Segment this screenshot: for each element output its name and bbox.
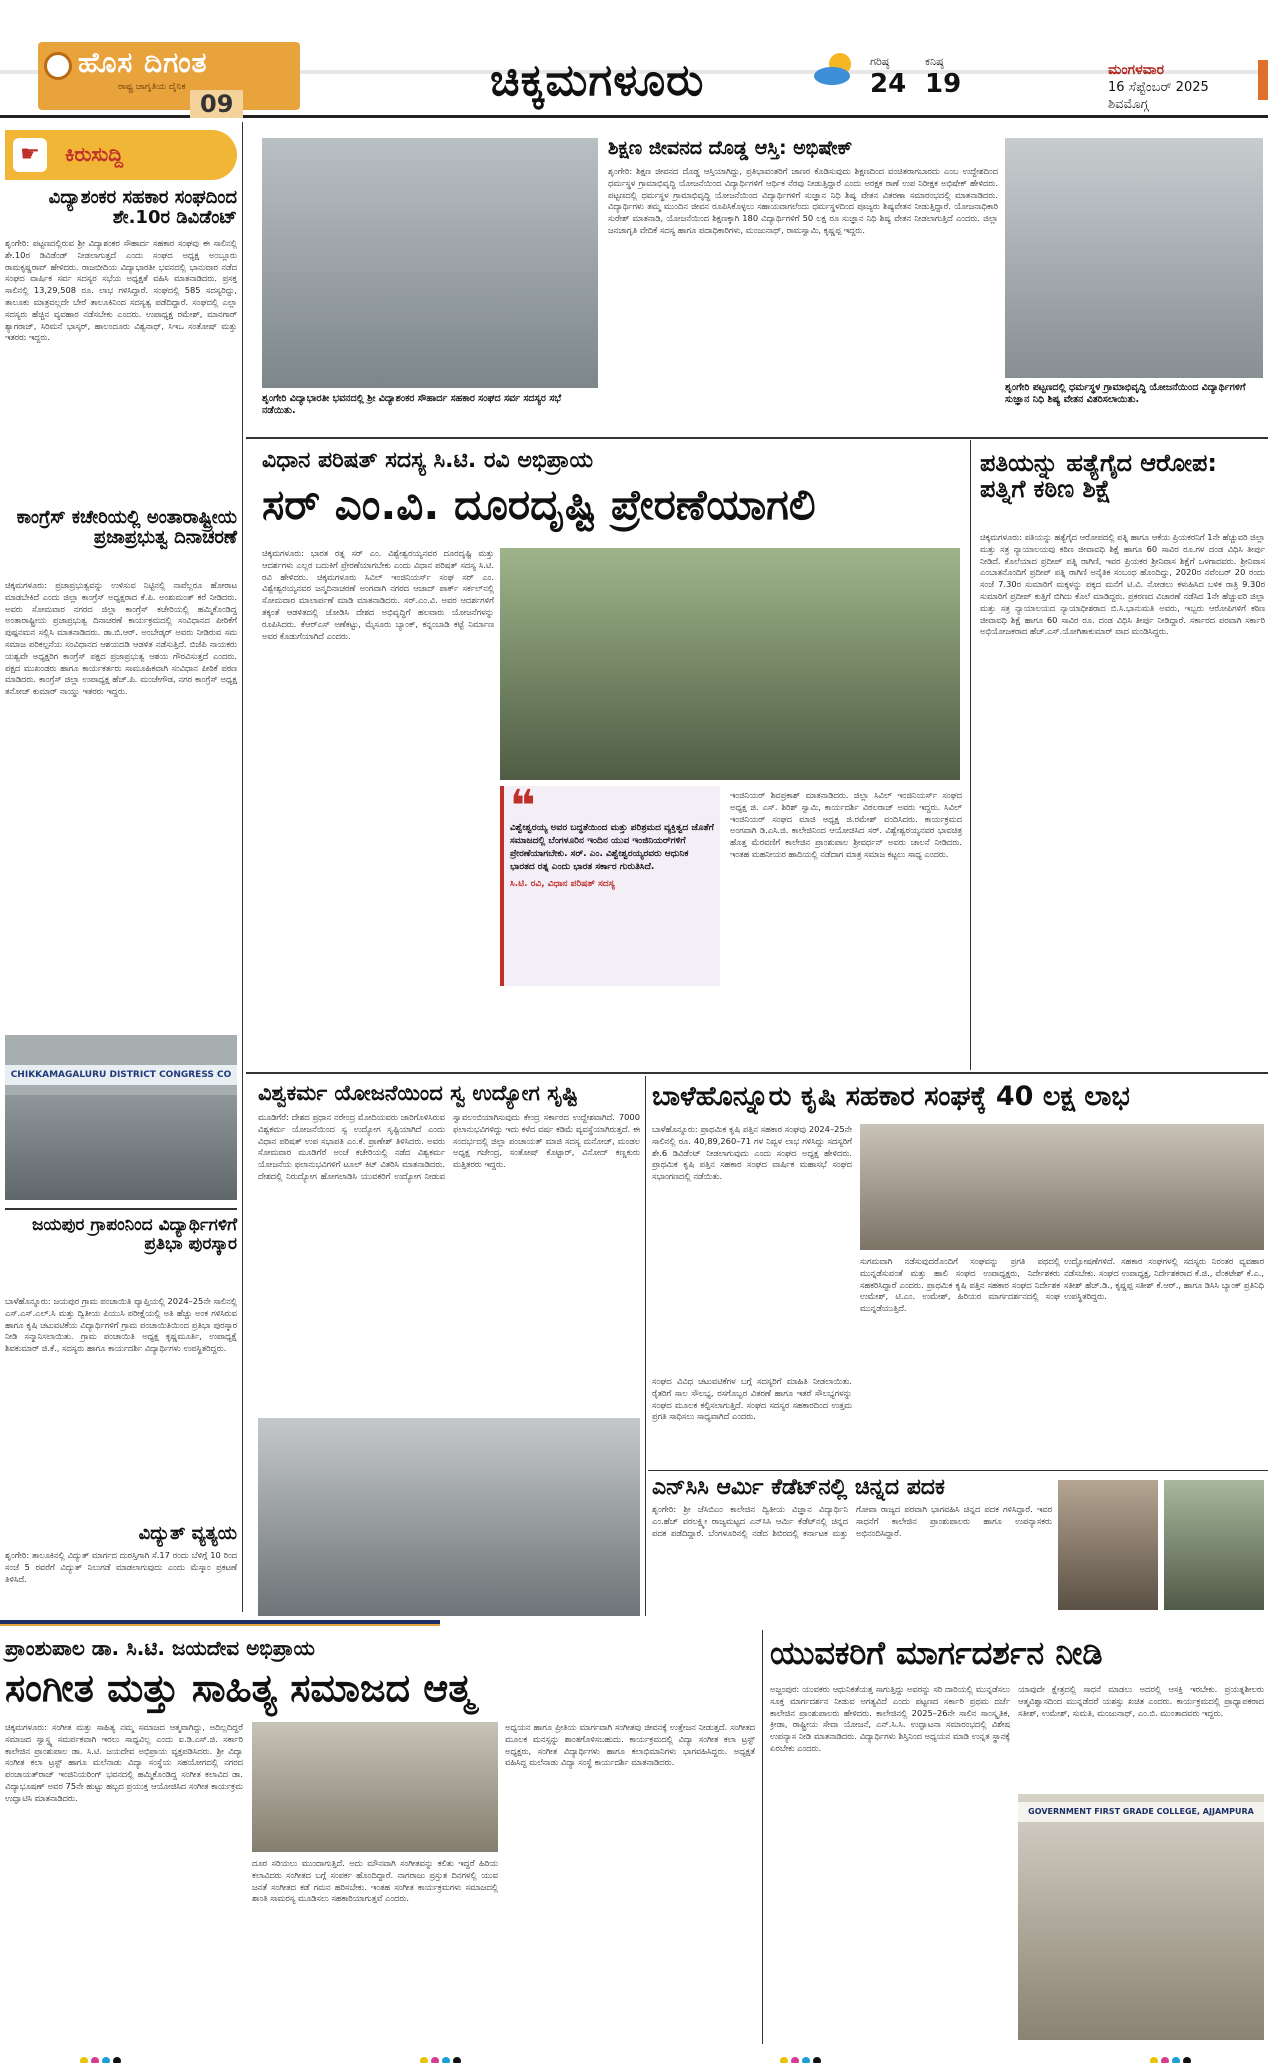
vidyut-body: ಶೃಂಗೇರಿ: ತಾಲೂಕಿನಲ್ಲಿ ವಿದ್ಯುತ್ ಮಾರ್ಗದ ದುರಸ್ತಿಗಾಗಿ ಸೆ.17 ರಂದು ಬೆಳಿಗ್ಗೆ 10 ರಿಂದ ಸಂಜೆ 5 ರವರೆಗೆ ವಿದ್ಯುತ್ ನಿಲುಗಡೆ ಮಾಡಲಾಗುವುದು ಎಂದು ಮೆಸ್ಕಾಂ ಪ್ರಕಟಣೆ ತಿಳಿಸಿದೆ. <box>5 1550 237 1584</box>
shikshana-headline: ಶಿಕ್ಷಣ ಜೀವನದ ದೊಡ್ಡ ಆಸ್ತಿ: ಅಭಿಷೇಕ್ <box>608 137 853 159</box>
college-event-photo <box>1018 1794 1264 2040</box>
max-temp-label: ಗರಿಷ್ಠ <box>870 55 890 68</box>
ncc-headline: ಎನ್‌ಸಿಸಿ ಆರ್ಮಿ ಕೆಡೆಟ್‌ನಲ್ಲಿ ಚಿನ್ನದ ಪದಕ <box>652 1475 945 1500</box>
ravi-quote-box <box>500 781 720 986</box>
divider-stripe-blue <box>0 1620 440 1624</box>
photo-caption-2: ಶೃಂಗೇರಿ ಪಟ್ಟಣದಲ್ಲಿ ಧರ್ಮಸ್ಥಳ ಗ್ರಾಮಾಭಿವೃದ್ಧಿ ಯೋಜನೆಯಿಂದ ವಿದ್ಯಾರ್ಥಿಗಳಿಗೆ ಸುಜ್ಞಾನ ನಿಧಿ ಶಿಷ್ಯ ವೇತನ ವಿತರಿಸಲಾಯಿತು. <box>1005 382 1246 405</box>
vishwakarma-headline: ವಿಶ್ವಕರ್ಮ ಯೋಜನೆಯಿಂದ ಸ್ವ ಉದ್ಯೋಗ ಸೃಷ್ಟಿ <box>258 1081 578 1105</box>
weather-cloud-sun-icon <box>810 48 860 88</box>
min-temp-label: ಕನಿಷ್ಠ <box>925 55 944 68</box>
quote-mark-icon: ❝ <box>510 781 536 832</box>
registration-dots <box>420 2050 464 2063</box>
shikshana-body: ಶೃಂಗೇರಿ: ಶಿಕ್ಷಣ ಜೀವನದ ದೊಡ್ಡ ಆಸ್ತಿಯಾಗಿದ್ದು, ಪ್ರತಿಭಾವಂತರಿಗೆ ಜಾಣರ ಕೊಡಿಸುವುದು ಶಿಕ್ಷಣದಿಂದ ವಂಚಿತರಾಗಬಾರದು ಎಂಬ ಉದ್ದೇಶದಿಂದ ಧರ್ಮಸ್ಥಳ ಗ್ರಾಮಾಭಿವೃದ್ಧಿ ಯೋಜನೆಯಿಂದ ವಿದ್ಯಾರ್ಥಿಗಳಿಗೆ ಆರ್ಥಿಕ ನೆರವು ನೀಡುತ್ತಿದ್ದಾರೆ ಎಂದು ಅರಕ್ಷಕ ಠಾಣೆ ಉಪ ನಿರೀಕ್ಷಕ ಅಭಿಷೇಕ್ ಹೇಳಿದರು. ಪಟ್ಟಣದಲ್ಲಿ ಧರ್ಮಸ್ಥಳ ಗ್ರಾಮಾಭಿವೃದ್ಧಿ ಯೋಜನೆಯಿಂದ ವಿದ್ಯಾರ್ಥಿಗಳಿಗೆ ಸುಜ್ಞಾನ ನಿಧಿ ಶಿಷ್ಯ ವೇತನ ವಿತರಣಾ ಸಮಾರಂಭದಲ್ಲಿ ಮಾತನಾಡಿದರು. ವಿದ್ಯಾರ್ಥಿಗಳು ತಮ್ಮ ಮುಂದಿನ ಜೀವನ ರೂಪಿಸಿಕೊಳ್ಳಲು ಸಹಾಯವಾಗಲೆಂದು ಧರ್ಮಸ್ಥಳದಿಂದ ಪೂಜ್ಯರು ಶಿಷ್ಯವೇತನ ನೀಡುತ್ತಿದ್ದಾರೆ. ಯೋಜನಾಧಿಕಾರಿ ಸುರೇಶ್ ಮಾತನಾಡಿ, ಯೋಜನೆಯಿಂದ ಶಿಕ್ಷಣಕ್ಕಾಗಿ 180 ವಿದ್ಯಾರ್ಥಿಗಳಿಗೆ 50 ಲಕ್ಷ ರೂ ಸುಜ್ಞಾನ ನಿಧಿ ಶಿಷ್ಯ ವೇತನ ನೀಡಲಾಗುತ್ತಿದೆ ಎಂದರು. ಜಿಲ್ಲಾ ಜನಜಾಗೃತಿ ವೇದಿಕೆ ಸದಸ್ಯ ಹಾಗೂ ಪದಾಧಿಕಾರಿಗಳು, ಮಂಜುನಾಥ್, ರಾಮಸ್ವಾಮಿ, ಕೃಷ್ಣಪ್ಪ ಇದ್ದರು. <box>608 166 998 235</box>
column-divider <box>242 122 243 1612</box>
max-temp: 24 <box>870 69 907 99</box>
sangeeta-headline: ಸಂಗೀತ ಮತ್ತು ಸಾಹಿತ್ಯ ಸಮಾಜದ ಆತ್ಮ <box>5 1666 474 1710</box>
column-divider <box>645 1076 646 1616</box>
jayapura-headline: ಜಯಪುರ ಗ್ರಾಪಂನಿಂದ ವಿದ್ಯಾರ್ಥಿಗಳಿಗೆ ಪ್ರತಿಭಾ ಪುರಸ್ಕಾರ <box>31 1215 237 1254</box>
yuvakarige-body-2: ಯಾವುದೇ ಕ್ಷೇತ್ರದಲ್ಲಿ ಸಾಧನೆ ಮಾಡಲು ಅದರಲ್ಲಿ ಆಸಕ್ತಿ ಇರಬೇಕು. ಪ್ರಯತ್ನಶೀಲರು ಆತ್ಮವಿಶ್ವಾಸದಿಂದ ಮುನ್ನಡೆದರೆ ಯಶಸ್ಸು ಖಚಿತ ಎಂದರು. ಕಾರ್ಯಕ್ರಮದಲ್ಲಿ ಪ್ರಾಧ್ಯಾಪಕರಾದ ಸತೀಶ್, ಉಮೇಶ್, ಸುಮತಿ, ಮಂಜುನಾಥ್, ಎಂ.ಬಿ. ಮುಂತಾದವರು ಇದ್ದರು. <box>1018 1684 1264 1718</box>
kirusuddi-label-box <box>5 130 237 180</box>
temperature-block-min <box>925 55 961 99</box>
vidyut-headline: ವಿದ್ಯುತ್ ವ್ಯತ್ಯಯ <box>138 1523 237 1544</box>
pati-body: ಚಿಕ್ಕಮಗಳೂರು: ಪತಿಯನ್ನು ಹತ್ಯೆಗೈದ ಆರೋಪದಲ್ಲಿ ಪತ್ನಿ ಹಾಗೂ ಆಕೆಯ ಪ್ರಿಯಕರನಿಗೆ 1ನೇ ಹೆಚ್ಚುವರಿ ಜಿಲ್ಲಾ ಮತ್ತು ಸತ್ರ ನ್ಯಾಯಾಲಯವು ಕಠಿಣ ಜೀವಾವಧಿ ಶಿಕ್ಷೆ ಹಾಗೂ 60 ಸಾವಿರ ರೂ.ಗಳ ದಂಡ ವಿಧಿಸಿ ತೀರ್ಪು ನೀಡಿದೆ. ಕೊಲೆಯಾದ ಪ್ರದೀಪ್ ಪತ್ನಿ ರಾಗಿಣಿ, ಇವರ ಪ್ರಿಯಕರ ಶ್ರೀನಿವಾಸ ಶಿಕ್ಷೆಗೆ ಒಳಗಾದವರು. ಶ್ರೀನಿವಾಸ ಎಂಬಾತನೊಂದಿಗೆ ಪ್ರದೀಪ್ ಪತ್ನಿ ರಾಗಿಣಿ ಅನೈತಿಕ ಸಂಬಂಧ ಹೊಂದಿದ್ದು, 2020ರ ನವೆಂಬರ್ 20 ರಂದು ಸಂಜೆ 7.30ರ ಸುಮಾರಿಗೆ ಮಕ್ಕಳನ್ನು ಪಕ್ಕದ ಮನೆಗೆ ಟಿ.ವಿ. ನೋಡಲು ಕಳುಹಿಸಿದ ಬಳಿಕ ರಾತ್ರಿ 9.30ರ ಸುಮಾರಿಗೆ ಪ್ರದೀಪ್ ಕುತ್ತಿಗೆ ಬಿಗಿದು ಕೊಲೆ ಮಾಡಿದ್ದರು. ಪ್ರಕರಣದ ವಿಚಾರಣೆ ನಡೆಸಿದ 1ನೇ ಹೆಚ್ಚುವರಿ ಜಿಲ್ಲಾ ಮತ್ತು ಸತ್ರ ನ್ಯಾಯಾಲಯದ ನ್ಯಾಯಾಧೀಶರಾದ ಬಿ.ಸಿ.ಭಾನುಮತಿ ಅವರು, ಇಬ್ಬರು ಆರೋಪಿಗಳಿಗೆ ಕಠಿಣ ಜೀವಾವಧಿ ಶಿಕ್ಷೆ ಹಾಗೂ 60 ಸಾವಿರ ರೂ. ದಂಡ ವಿಧಿಸಿ ತೀರ್ಪು ನೀಡಿದ್ದಾರೆ. ಸರ್ಕಾರದ ಪರವಾಗಿ ಸರ್ಕಾರಿ ಅಭಿಯೋಜಕರಾದ ಹೆಚ್.ಎಸ್.ಯೋಗಿತಾಕುಮಾರ್ ವಾದ ಮಂಡಿಸಿದ್ದರು. <box>980 532 1265 637</box>
weekday: ಮಂಗಳವಾರ <box>1108 62 1165 78</box>
ravi-headline: ಸರ್ ಎಂ.ವಿ. ದೂರದೃಷ್ಟಿ ಪ್ರೇರಣೆಯಾಗಲಿ <box>262 480 816 529</box>
ravi-quote: ವಿಶ್ವೇಶ್ವರಯ್ಯ ಅವರ ಬದ್ಧತೆಯಿಂದ ಮತ್ತು ಪರಿಶ್ರಮದ ವ್ಯಕ್ತಿತ್ವದ ಜೊತೆಗೆ ಸಮಾಜದಲ್ಲಿ ಬೆಂಗಳೂರಿನ ಇಂದಿನ ಯುವ ಇಂಜಿನಿಯರ್‌ಗಳಿಗೆ ಪ್ರೇರಣೆಯಾಗಬೇಕು. ಸರ್. ಎಂ. ವಿಶ್ವೇಶ್ವರಯ್ಯರವರು ಆಧುನಿಕ ಭಾರತದ ರತ್ನ ಎಂದು ಭಾರತ ಸರ್ಕಾರ ಗುರುತಿಸಿದೆ. <box>510 823 714 872</box>
page-number: 09 <box>190 90 243 118</box>
balehonnur-headline: ಬಾಳೆಹೊನ್ನೂರು ಕೃಷಿ ಸಹಕಾರ ಸಂಘಕ್ಕೆ 40 ಲಕ್ಷ ಲಾಭ <box>652 1081 1130 1112</box>
yuvakarige-headline: ಯುವಕರಿಗೆ ಮಾರ್ಗದರ್ಶನ ನೀಡಿ <box>770 1634 1103 1672</box>
ravi-kicker: ವಿಧಾನ ಪರಿಷತ್ ಸದಸ್ಯ ಸಿ.ಟಿ. ರವಿ ಅಭಿಪ್ರಾಯ <box>262 448 594 473</box>
balehonnur-body-3: ಸುಗಮವಾಗಿ ನಡೆಸುವುದರೊಂದಿಗೆ ಸಂಘವನ್ನು ಪ್ರಗತಿ ಪಥದಲ್ಲಿ ಮುನ್ನಡೆಸುವಂತೆ ಮತ್ತು ಹಾಲಿ ಸಂಘದ ಉಪಾಧ್ಯಕ್ಷರು, ನಿರ್ದೇಶಕರು ಸಹಕರಿಸಿದ್ದಾರೆ ಎಂದರು. ಪ್ರಾಥಮಿಕ ಕೃಷಿ ಪತ್ತಿನ ಸಹಕಾರ ಸಂಘದ ನಿರ್ದೇಶಕ ಉಮೇಶ್, ಟಿ.ಎಂ. ಉಮೇಶ್, ಹಿರಿಯರ ಮಾರ್ಗದರ್ಶನದಲ್ಲಿ ಸಂಘ ಮುನ್ನಡೆಯುತ್ತಿದೆ. <box>860 1256 1060 1314</box>
pati-headline: ಪತಿಯನ್ನು ಹತ್ಯೆಗೈದ ಆರೋಪ: ಪತ್ನಿಗೆ ಕಠಿಣ ಶಿಕ್ಷೆ <box>980 449 1218 504</box>
divider <box>648 1470 1268 1471</box>
divider <box>5 1208 237 1210</box>
registration-dots <box>780 2050 824 2063</box>
congress-banner: CHIKKAMAGALURU DISTRICT CONGRESS CO <box>5 1065 237 1085</box>
balehonnur-body-2: ಸಂಘದ ವಿವಿಧ ಚಟುವಟಿಕೆಗಳ ಬಗ್ಗೆ ಸದಸ್ಯರಿಗೆ ಮಾಹಿತಿ ನೀಡಲಾಯಿತು. ರೈತರಿಗೆ ಸಾಲ ಸೌಲಭ್ಯ, ರಸಗೊಬ್ಬರ ವಿತರಣೆ ಹಾಗೂ ಇತರೆ ಸೌಲಭ್ಯಗಳನ್ನು ಸಂಘದ ಮೂಲಕ ಕಲ್ಪಿಸಲಾಗುತ್ತಿದೆ. ಸಂಘದ ಸದಸ್ಯರ ಸಹಕಾರದಿಂದ ಉತ್ತಮ ಪ್ರಗತಿ ಸಾಧಿಸಲು ಸಾಧ್ಯವಾಗಿದೆ ಎಂದರು. <box>652 1376 852 1422</box>
scholarship-photo <box>1005 138 1263 378</box>
yuvakarige-body-1: ಅಜ್ಜಂಪುರ: ಯುವಕರು ಆಧುನಿಕತೆಯತ್ತ ಸಾಗುತ್ತಿದ್ದು ಅವರನ್ನು ಸರಿ ದಾರಿಯಲ್ಲಿ ಮುನ್ನಡೆಸಲು ಸೂಕ್ತ ಮಾರ್ಗದರ್ಶನ ನೀಡುವ ಅಗತ್ಯವಿದೆ ಎಂದು ಪಟ್ಟಣದ ಸರ್ಕಾರಿ ಪ್ರಥಮ ದರ್ಜೆ ಕಾಲೇಜಿನ ಪ್ರಾಂಶುಪಾಲರು ಹೇಳಿದರು. ಕಾಲೇಜಿನಲ್ಲಿ 2025–26ನೇ ಸಾಲಿನ ಸಾಂಸ್ಕೃತಿಕ, ಕ್ರೀಡಾ, ರಾಷ್ಟ್ರೀಯ ಸೇವಾ ಯೋಜನೆ, ಎನ್.ಸಿ.ಸಿ. ಉದ್ಘಾಟನಾ ಸಮಾರಂಭದಲ್ಲಿ ವಿಶೇಷ ಉಪನ್ಯಾಸ ನೀಡಿ ಮಾತನಾಡಿದರು. ವಿದ್ಯಾರ್ಥಿಗಳು ಶಿಸ್ತಿನಿಂದ ಅಧ್ಯಯನ ಮಾಡಿ ಉನ್ನತ ಸ್ಥಾನಕ್ಕೆ ಏರಬೇಕು ಎಂದರು. <box>770 1684 1010 1753</box>
edition: ಶಿವಮೊಗ್ಗ <box>1108 97 1149 112</box>
congress-photo <box>5 1035 237 1200</box>
ncc-cadet-photo-2 <box>1164 1480 1264 1610</box>
ravi-body-left: ಚಿಕ್ಕಮಗಳೂರು: ಭಾರತ ರತ್ನ ಸರ್ ಎಂ. ವಿಶ್ವೇಶ್ವರಯ್ಯನವರ ದೂರದೃಷ್ಟಿ ಮತ್ತು ಆದರ್ಶಗಳು ಎಲ್ಲರ ಬದುಕಿಗೆ ಪ್ರೇರಣೆಯಾಗಬೇಕು ಎಂದು ವಿಧಾನ ಪರಿಷತ್ ಸದಸ್ಯ ಸಿ.ಟಿ. ರವಿ ಹೇಳಿದರು. ಚಿಕ್ಕಮಗಳೂರು ಸಿವಿಲ್ ಇಂಜಿನಿಯರ್ಸ್ ಸಂಘ ಸರ್ ಎಂ. ವಿಶ್ವೇಶ್ವರಯ್ಯನವರ ಜನ್ಮದಿನಾಚರಣೆ ಅಂಗವಾಗಿ ನಗರದ ಆಜಾದ್ ಪಾರ್ಕ್ ಸರ್ಕಲ್‌ನಲ್ಲಿ ಸೋಮವಾರ ಮಾಲಾರ್ಪಣೆ ಮಾಡಿ ಮಾತನಾಡಿದರು. ಸರ್.ಎಂ.ವಿ. ಅವರ ಆದರ್ಶಗಳಿಗೆ ತಕ್ಕಂತೆ ಆಡಳಿತದಲ್ಲಿ ಜೋಡಿಸಿ ದೇಶದ ಅಭಿವೃದ್ಧಿಗೆ ಹಲವಾರು ಯೋಜನೆಗಳನ್ನು ರೂಪಿಸಿದರು. ಕೆಆರ್‌ಎಸ್ ಅಣೆಕಟ್ಟು, ಮೈಸೂರು ಬ್ಯಾಂಕ್, ಕನ್ನಂಬಾಡಿ ಕಟ್ಟೆ ನಿರ್ಮಾಣ ಅವರ ಕೊಡುಗೆಯಾಗಿದೆ ಎಂದರು. <box>262 548 494 641</box>
date: 16 ಸೆಪ್ಟೆಂಬರ್ 2025 <box>1108 80 1209 95</box>
registration-dots <box>1150 2050 1194 2063</box>
college-sign: GOVERNMENT FIRST GRADE COLLEGE, AJJAMPURA <box>1018 1802 1264 1822</box>
min-temp: 19 <box>925 69 962 99</box>
masthead-color-bar <box>1258 60 1268 100</box>
temperature-block <box>870 55 906 99</box>
logo-subtext: ರಾಷ್ಟ್ರ ಜಾಗೃತಿಯ ದೈನಿಕ <box>118 82 186 92</box>
logo-text: ಹೊಸ ದಿಗಂತ <box>78 46 208 79</box>
date-block <box>1108 62 1209 113</box>
toolkit-distribution-photo <box>258 1418 640 1616</box>
balehonnur-body-4: ಉದ್ಘೋಷಣೆಗಳಿದೆ. ಸಹಕಾರ ಸಂಘಗಳಲ್ಲಿ ಸದಸ್ಯರು ನಿರಂತರ ವ್ಯವಹಾರ ನಡೆಸಬೇಕು. ಸಂಘದ ಉಪಾಧ್ಯಕ್ಷ, ನಿರ್ದೇಶಕರಾದ ಕೆ.ಜಿ., ವೆಂಕಟೇಶ್ ಕೆ.ಎ., ಸತೀಶ್ ಹೆಚ್.ಡಿ., ಕೃಷ್ಣಪ್ಪ ಸತೀಶ್ ಕೆ.ಆರ್., ಹಾಗೂ ಡಿಸಿಸಿ ಬ್ಯಾಂಕ್ ಪ್ರತಿನಿಧಿ ಉಪಸ್ಥಿತರಿದ್ದರು. <box>1064 1256 1264 1302</box>
music-event-photo <box>252 1722 498 1852</box>
jayapura-body: ಬಾಳೆಹೊನ್ನೂರು: ಜಯಪುರ ಗ್ರಾಮ ಪಂಚಾಯಿತಿ ವ್ಯಾಪ್ತಿಯಲ್ಲಿ 2024–25ನೇ ಸಾಲಿನಲ್ಲಿ ಎಸ್.ಎಸ್.ಎಲ್.ಸಿ ಮತ್ತು ದ್ವಿತೀಯ ಪಿಯುಸಿ ಪರೀಕ್ಷೆಯಲ್ಲಿ ಅತಿ ಹೆಚ್ಚು ಅಂಕ ಗಳಿಸಿರುವ ಹಾಗೂ ಕೃಷಿ ಚಟುವಟಿಕೆಯ ವಿದ್ಯಾರ್ಥಿಗಳಿಗೆ ಗ್ರಾಮ ಪಂಚಾಯಿತಿಯಿಂದ ಪ್ರತಿಭಾ ಪುರಸ್ಕಾರ ನೀಡಿ ಸನ್ಮಾನಿಸಲಾಯಿತು. ಗ್ರಾಮ ಪಂಚಾಯಿತಿ ಅಧ್ಯಕ್ಷ ಕೃಷ್ಣಮೂರ್ತಿ, ಉಪಾಧ್ಯಕ್ಷೆ ಶಿವಕುಮಾರ್ ಜಿ.ಕೆ., ಸದಸ್ಯರು ಹಾಗೂ ಕಾರ್ಯದರ್ಶಿ ವಿದ್ಯಾರ್ಥಿಗಳು ಉಪಸ್ಥಿತರಿದ್ದರು. <box>5 1296 237 1354</box>
sangha-meeting-photo <box>262 138 598 388</box>
kirusuddi-body-2: ಚಿಕ್ಕಮಗಳೂರು: ಪ್ರಜಾಪ್ರಭುತ್ವವನ್ನು ಉಳಿಸುವ ನಿಟ್ಟಿನಲ್ಲಿ ನಾವೆಲ್ಲರೂ ಹೋರಾಟ ಮಾಡಬೇಕಿದೆ ಎಂದು ಜಿಲ್ಲಾ ಕಾಂಗ್ರೆಸ್ ಅಧ್ಯಕ್ಷರಾದ ಕೆ.ಪಿ. ಅಂಶುಮಂತ್ ಕರೆ ನೀಡಿದರು. ಅವರು ಸೋಮವಾರ ನಗರದ ಜಿಲ್ಲಾ ಕಾಂಗ್ರೆಸ್ ಕಚೇರಿಯಲ್ಲಿ ಹಮ್ಮಿಕೊಂಡಿದ್ದ ಅಂತಾರಾಷ್ಟ್ರೀಯ ಪ್ರಜಾಪ್ರಭುತ್ವ ದಿನಾಚರಣೆ ಕಾರ್ಯಕ್ರಮದಲ್ಲಿ ಸಂವಿಧಾನದ ಪೀಠಿಕೆಗೆ ಪುಷ್ಪನಮನ ಸಲ್ಲಿಸಿ ಮಾತನಾಡಿದರು. ಡಾ.ಬಿ.ಆರ್. ಅಂಬೇಡ್ಕರ್ ಅವರು ನೀಡಿರುವ ಸಮ ಸಮಾಜ ಪರಿಕಲ್ಪನೆಯ ಸಂವಿಧಾನದ ಆಶಯದಡಿ ಆಡಳಿತ ನಡೆಸುತ್ತಿದೆ. ಬಿಜೆಪಿ ನಾಯಕರು ಯಶ್ವವೇ ಅಧ್ಯಕ್ಷರಿಗ ಕಾಂಗ್ರೆಸ್ ಪಕ್ಷದ ಪ್ರಜಾಪ್ರಭುತ್ವ ಆಶಯ ಗೌರವಿಸುತ್ತದೆ ಎಂದರು. ಪಕ್ಷದ ಮುಖಂಡರು ಹಾಗೂ ಕಾರ್ಯಕರ್ತರು ಸಾಮೂಹಿಕವಾಗಿ ಸಂವಿಧಾನ ಪೀಠಿಕೆ ಪಠಣ ಮಾಡಿದರು. ಕಾಂಗ್ರೆಸ್ ಜಿಲ್ಲಾ ಉಪಾಧ್ಯಕ್ಷ ಹೆಚ್.ಪಿ. ಮಂಜೇಗೌಡ, ನಗರ ಕಾಂಗ್ರೆಸ್ ಅಧ್ಯಕ್ಷ ತನೋಜ್ ಕುಮಾರ್ ನಾಯ್ಡು ಇತರರು ಇದ್ದರು. <box>5 580 237 697</box>
balehonnur-body-1: ಬಾಳೆಹೊನ್ನೂರು: ಪ್ರಾಥಮಿಕ ಕೃಷಿ ಪತ್ತಿನ ಸಹಕಾರ ಸಂಘವು 2024–25ನೇ ಸಾಲಿನಲ್ಲಿ ರೂ. 40,89,260–71 ಗಳ ನಿವ್ವಳ ಲಾಭ ಗಳಿಸಿದ್ದು ಸದಸ್ಯರಿಗೆ ಶೇ.6 ಡಿವಿಡೆಂಟ್ ನೀಡಲಾಗುವುದು ಎಂದು ಸಂಘದ ಅಧ್ಯಕ್ಷ ಹೇಳಿದರು. ಪ್ರಾಥಮಿಕ ಕೃಷಿ ಪತ್ತಿನ ಸಹಕಾರ ಸಂಘದ ವಾರ್ಷಿಕ ಮಹಾಸಭೆ ಸಂಘದ ಸಭಾಂಗಣದಲ್ಲಿ ನಡೆಯಿತು. <box>652 1124 852 1182</box>
divider <box>246 1072 1268 1074</box>
photo-caption-1: ಶೃಂಗೇರಿ ವಿದ್ಯಾಭಾರತೀ ಭವನದಲ್ಲಿ ಶ್ರೀ ವಿದ್ಯಾಶಂಕರ ಸೌಹಾರ್ದ ಸಹಕಾರ ಸಂಘದ ಸರ್ವ ಸದಸ್ಯರ ಸಭೆ ನಡೆಯಿತು. <box>262 393 562 416</box>
kirusuddi-body-1: ಶೃಂಗೇರಿ: ಪಟ್ಟಣದಲ್ಲಿರುವ ಶ್ರೀ ವಿದ್ಯಾಶಂಕರ ಸೌಹಾರ್ದ ಸಹಕಾರ ಸಂಘವು ಈ ಸಾಲಿನಲ್ಲಿ ಶೇ.10ರ ಡಿವಿಡೆಂಡ್ ನೀಡಲಾಗುತ್ತದೆ ಎಂದು ಸಂಘದ ಅಧ್ಯಕ್ಷ ಅಂಬ್ಲೂರು ರಾಮಕೃಷ್ಣರಾವ್ ಹೇಳಿದರು. ರಾಜಬೀದಿಯ ವಿದ್ಯಾಭಾರತೀ ಭವನದಲ್ಲಿ ಭಾನುವಾರ ನಡೆದ ಸಂಘದ ವಾರ್ಷಿಕ ಸರ್ವ ಸದಸ್ಯರ ಸಭೆಯ ಅಧ್ಯಕ್ಷತೆ ವಹಿಸಿ ಮಾತನಾಡಿದರು. ಪ್ರಸಕ್ತ ಸಾಲಿನಲ್ಲಿ 13,29,508 ರೂ. ಲಾಭ ಗಳಿಸಿದ್ದಾರೆ. ಸಂಘದಲ್ಲಿ 585 ಸದಸ್ಯರಿದ್ದು, ತಾಲೂಕು ಮಾತ್ರವಲ್ಲದೇ ಬೇರೆ ತಾಲೂಕಿನಿಂದ ಸದಸ್ಯತ್ವ ಪಡೆದಿದ್ದಾರೆ. ಸಂಘದಲ್ಲಿ ಎಲ್ಲಾ ಸದಸ್ಯರು ಹೆಚ್ಚಿನ ವ್ಯವಹಾರ ನಡೆಸಬೇಕು ಎಂದರು. ಉಪಾಧ್ಯಕ್ಷ ರಮೇಶ್, ಮಾನಗಾರ್ ಶ್ಯಾಗರಾಜ್, ಸಿರಿಮನೆ ಭಾಸ್ಕರ್, ಹಾಲಂದೂರು ವಿಶ್ವನಾಥ್, ಸಿಇಒ ಸಂತೋಷ್ ಮತ್ತು ಇತರರು ಇದ್ದರು. <box>5 238 237 343</box>
sangeeta-body-3: ಅಧ್ಯಯನ ಹಾಗೂ ಪ್ರೀತಿಯ ಮಾರ್ಗವಾಗಿ ಸಂಗೀತವು ಜೀವನಕ್ಕೆ ಉತ್ತೇಜನ ನೀಡುತ್ತದೆ. ಸಂಗೀತದ ಮೂಲಕ ಮನಸ್ಸನ್ನು ಶಾಂತಗೊಳಿಸಬಹುದು. ಕಾರ್ಯಕ್ರಮದಲ್ಲಿ ವಿದ್ಯಾ ಸಂಗೀತ ಕಲಾ ಟ್ರಸ್ಟ್ ಅಧ್ಯಕ್ಷರು, ಸಂಗೀತ ವಿದ್ಯಾರ್ಥಿಗಳು ಹಾಗೂ ಕಲಾಭಿಮಾನಿಗಳು ಭಾಗವಹಿಸಿದ್ದರು. ಅಧ್ಯಕ್ಷತೆ ವಹಿಸಿದ್ದ ಮಲೆನಾಡು ವಿದ್ಯಾ ಸಂಸ್ಥೆ ಕಾರ್ಯದರ್ಶಿ ಮಾತನಾಡಿದರು. <box>505 1722 755 1768</box>
sangeeta-kicker: ಪ್ರಾಂಶುಪಾಲ ಡಾ. ಸಿ.ಟಿ. ಜಯದೇವ ಅಭಿಪ್ರಾಯ <box>5 1636 315 1660</box>
column-divider <box>970 440 971 1070</box>
ravi-garlanding-photo <box>500 548 960 780</box>
cooperative-meeting-photo <box>860 1124 1264 1250</box>
vishwakarma-body: ಮೂಡಿಗೆರೆ: ದೇಶದ ಪ್ರಧಾನ ನರೇಂದ್ರ ಮೋದಿಯವರು ಜಾರಿಗೊಳಿಸಿರುವ ವಿಶ್ವಕರ್ಮ ಯೋಜನೆಯಿಂದ ಸ್ವ ಉದ್ಯೋಗ ಸೃಷ್ಟಿಯಾಗಿದೆ ಎಂದು ವಿಧಾನ ಪರಿಷತ್ ಉಪ ಸಭಾಪತಿ ಎಂ.ಕೆ. ಪ್ರಾಣೇಶ್ ತಿಳಿಸಿದರು. ಅವರು ಸೋಮವಾರ ಮೂಡಿಗೆರೆ ಅಂಚೆ ಕಚೇರಿಯಲ್ಲಿ ನಡೆದ ವಿಶ್ವಕರ್ಮ ಯೋಜನೆಯ ಫಲಾನುಭವಿಗಳಿಗೆ ಟೂಲ್ ಕಿಟ್ ವಿತರಿಸಿ ಮಾತನಾಡಿದರು. ದೇಶದಲ್ಲಿ ನಿರುದ್ಯೋಗ ಹೋಗಲಾಡಿಸಿ ಯುವಕರಿಗೆ ಉದ್ಯೋಗ ನೀಡುವ ಸ್ವಾವಲಂಬಿಯಾಗಿಸುವುದು ಕೇಂದ್ರ ಸರ್ಕಾರದ ಉದ್ದೇಶವಾಗಿದೆ. 7000 ಫಲಾನುಭವಿಗಳಿದ್ದು ಇದು ಕಳೆದ ವರ್ಷ ಕಡಿಮೆ ವ್ಯವಸ್ಥೆಯಾಗಿರುತ್ತದೆ. ಈ ಸಂದರ್ಭದಲ್ಲಿ ಜಿಲ್ಲಾ ಪಂಚಾಯತ್ ಮಾಜಿ ಸದಸ್ಯ ಮನೋಜ್, ಮಂಡಲ ಅಧ್ಯಕ್ಷ ಗಜೇಂದ್ರ, ಸಂತೋಷ್ ಕೊಟ್ಟಾರ್, ವಿನೋದ್ ಕಣ್ಣಕುರು ಮತ್ತಿತರರು ಇದ್ದರು. <box>258 1112 640 1181</box>
kirusuddi-label: ಕಿರುಸುದ್ದಿ <box>65 142 124 166</box>
kirusuddi-headline-1: ವಿದ್ಯಾಶಂಕರ ಸಹಕಾರ ಸಂಘದಿಂದ ಶೇ.10ರ ಡಿವಿಡೆಂಟ್ <box>48 187 237 228</box>
ncc-cadet-photo-1 <box>1058 1480 1158 1610</box>
ravi-quote-attribution: ಸಿ.ಟಿ. ರವಿ, ವಿಧಾನ ಪರಿಷತ್ ಸದಸ್ಯ <box>510 879 615 889</box>
ravi-body-right: ಇಂಜಿನಿಯರ್ ಶಿವಪ್ರಕಾಶ್ ಮಾತನಾಡಿದರು. ಜಿಲ್ಲಾ ಸಿವಿಲ್ ಇಂಜಿನಿಯರ್ಸ್ ಸಂಘದ ಅಧ್ಯಕ್ಷ ಜಿ. ಎಸ್. ಶಿರಿಶ್ ಸ್ವಾಮಿ, ಕಾರ್ಯದರ್ಶಿ ವಿಠಲರಾಜ್ ಅವರು ಇದ್ದರು. ಸಿವಿಲ್ ಇಂಜಿನಿಯರ್ ಸಂಘದ ಮಾಜಿ ಅಧ್ಯಕ್ಷ ಜಿ.ರಮೇಶ್ ವಂದಿಸಿದರು. ಕಾರ್ಯಕ್ರಮದ ಅಂಗವಾಗಿ ಡಿ.ಎಸಿ.ಜಿ. ಕಾಲೇಜಿನಿಂದ ಆಯೋಜಿಸಿದ ಸರ್. ವಿಶ್ವೇಶ್ವರಯ್ಯನವರ ಭಾವಚಿತ್ರ ಹೊತ್ತ ಮೆರವಣಿಗೆ ಕಾಲೇಜಿನ ಪ್ರಾಂಶುಪಾಲ ಶ್ರೀವರ್ಧನ್ ಅವರು ಚಾಲನೆ ನೀಡಿದರು. ಇಂತಹ ಮಹನೀಯರ ಹಾದಿಯಲ್ಲಿ ನಡೆದಾಗ ಮಾತ್ರ ಸಮಾಜ ಕಟ್ಟಲು ಸಾಧ್ಯ ಎಂದರು. <box>730 790 962 859</box>
city-name: ಚಿಕ್ಕಮಗಳೂರು <box>490 55 705 106</box>
divider <box>246 437 1268 439</box>
hand-point-icon: ☛ <box>13 138 47 172</box>
registration-dots <box>80 2050 124 2063</box>
ncc-body: ಶೃಂಗೇರಿ: ಶ್ರೀ ಜೆಸಿಬಿಎಂ ಕಾಲೇಜಿನ ದ್ವಿತೀಯ ವಿಜ್ಞಾನ ವಿದ್ಯಾರ್ಥಿನಿ ಎಂ.ಹೆಚ್ ವರಲಕ್ಷ್ಮೀ ರಾಜ್ಯಮಟ್ಟದ ಎನ್‌ಸಿಸಿ ಆರ್ಮಿ ಕೆಡೆಟ್‌ನಲ್ಲಿ ಚಿನ್ನದ ಪದಕ ಪಡೆದಿದ್ದಾರೆ. ಬೆಂಗಳೂರಿನಲ್ಲಿ ನಡೆದ ಶಿಬಿರದಲ್ಲಿ ಕರ್ನಾಟಕ ಮತ್ತು ಗೋವಾ ರಾಜ್ಯದ ಪರವಾಗಿ ಭಾಗವಹಿಸಿ ಚಿನ್ನದ ಪದಕ ಗಳಿಸಿದ್ದಾರೆ. ಇವರ ಸಾಧನೆಗೆ ಕಾಲೇಜಿನ ಪ್ರಾಂಶುಪಾಲರು ಹಾಗೂ ಉಪನ್ಯಾಸಕರು ಅಭಿನಂದಿಸಿದ್ದಾರೆ. <box>652 1504 1052 1538</box>
sangeeta-body-2: ದೂರ ಸರಿಯಲು ಮುಂದಾಗುತ್ತಿದೆ. ಅದು ಮೌನವಾಗಿ ಸಂಗೀತವನ್ನು ಕಲಿತು ಇದ್ದರೆ ಹಿರಿಯ ಕಲಾವಿದರು ಸಂಗೀತದ ಬಗ್ಗೆ ಸಂಪರ್ಕ ಹೊಂದಿದ್ದಾರೆ. ನಾಗರಾಜು ಪ್ರಸ್ತುತ ದಿನಗಳಲ್ಲಿ ಯುವ ಜನತೆ ಸಂಗೀತದ ಕಡೆ ಗಮನ ಹರಿಸಬೇಕು. ಇಂತಹ ಸಂಗೀತ ಕಾರ್ಯಕ್ರಮಗಳು ಸಮಾಜದಲ್ಲಿ ಶಾಂತಿ ಸಾಮರಸ್ಯ ಮೂಡಿಸಲು ಸಹಕಾರಿಯಾಗುತ್ತವೆ ಎಂದರು. <box>252 1858 498 1904</box>
sangeeta-body-1: ಚಿಕ್ಕಮಗಳೂರು: ಸಂಗೀತ ಮತ್ತು ಸಾಹಿತ್ಯ ನಮ್ಮ ಸಮಾಜದ ಆತ್ಮವಾಗಿದ್ದು, ಅದಿಲ್ಲದಿದ್ದರೆ ಸಮಾಜದ ಸ್ವಾಸ್ಥ್ಯ ಸಮರ್ಪಕವಾಗಿ ಇರಲು ಸಾಧ್ಯವಿಲ್ಲ ಎಂದು ಐ.ಡಿ.ಎಸ್.ಜಿ. ಸರ್ಕಾರಿ ಕಾಲೇಜಿನ ಪ್ರಾಂಶುಪಾಲ ಡಾ. ಸಿ.ಟಿ. ಜಯದೇವ ಅಭಿಪ್ರಾಯ ವ್ಯಕ್ತಪಡಿಸಿದರು. ಶ್ರೀ ವಿದ್ಯಾ ಸಂಗೀತ ಕಲಾ ಟ್ರಸ್ಟ್ ಹಾಗೂ ಮಲೆನಾಡು ವಿದ್ಯಾ ಸಂಸ್ಥೆಯ ಸಹಯೋಗದಲ್ಲಿ ನಗರದ ಪಂಚಾಯತ್‌ರಾಜ್ ಇಂಜಿನಿಯರಿಂಗ್ ಭವನದಲ್ಲಿ ಹಮ್ಮಿಕೊಂಡಿದ್ದ ಸಂಗೀತ ಕಲಾವಿದ ಡಾ. ವಿದ್ಯಾಭೂಷಣ್ ಅವರ 75ನೇ ಹುಟ್ಟು ಹಬ್ಬದ ಪ್ರಯುಕ್ತ ಆಯೋಜಿಸಿದ ಸಂಗೀತ ಕಾರ್ಯಕ್ರಮ ಉದ್ಘಾಟಿಸಿ ಮಾತನಾಡಿದರು. <box>5 1722 243 1803</box>
masthead <box>0 0 1268 118</box>
kirusuddi-headline-2: ಕಾಂಗ್ರೆಸ್ ಕಚೇರಿಯಲ್ಲಿ ಅಂತಾರಾಷ್ಟ್ರೀಯ ಪ್ರಜಾಪ್ರಭುತ್ವ ದಿನಾಚರಣೆ <box>16 507 237 548</box>
logo-emblem-icon <box>44 52 72 80</box>
column-divider <box>762 1630 763 2044</box>
masthead-logo <box>38 42 300 110</box>
